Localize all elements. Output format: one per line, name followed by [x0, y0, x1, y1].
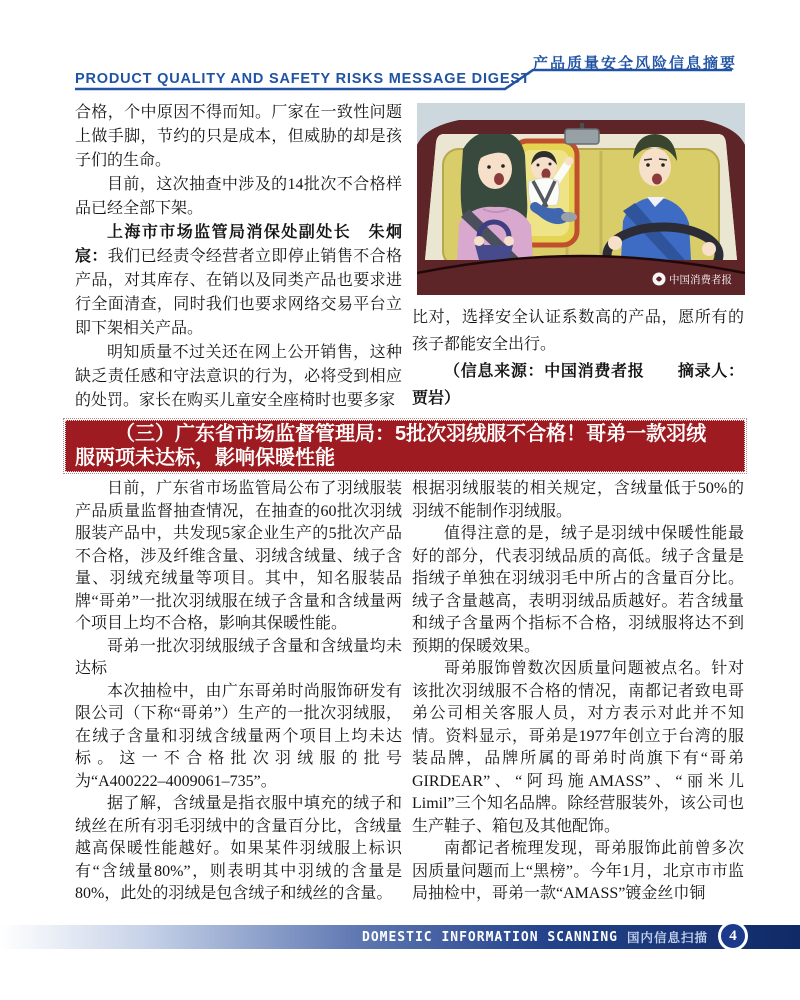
speaker-name: 上海市市场监管局消保处副处长 朱炯宸： — [75, 224, 402, 265]
paragraph: 明知质量不过关还在网上公开销售，这种缺乏责任感和守法意识的行为，必将受到相应的处罚。家长在购买儿童安全座椅时也要多家 — [75, 344, 402, 409]
footer-bar — [0, 925, 800, 949]
page-number: 4 — [729, 927, 737, 944]
paragraph: 南都记者梳理发现，哥弟服饰此前曾多次因质量问题而上“黑榜”。今年1月，北京市市监局抽检中，哥弟一款“AMASS”镀金丝巾铜 — [412, 840, 744, 902]
source-line: （信息来源：中国消费者报 摘录人：贾岩） — [412, 363, 744, 407]
paragraph: 目前，这次抽查中涉及的14批次不合格样品已经全部下架。 — [75, 176, 402, 217]
paragraph: 值得注意的是，绒子是羽绒中保暖性能最好的部分，代表羽绒品质的高低。绒子含量是指绒子单独在羽绒羽毛中所占的含量百分比。绒子含量越高，表明羽绒品质越好。若含绒量和绒子含量两个指标不合格，羽绒服将达不到预期的保暖效果。 — [412, 525, 744, 655]
sub-heading: 哥弟一批次羽绒服绒子含量和含绒量均未达标 — [75, 637, 402, 677]
paragraph: 比对，选择安全认证系数高的产品，愿所有的孩子都能安全出行。 — [412, 309, 744, 353]
section-banner — [65, 420, 745, 472]
section-banner-title: （三）广东省市场监督管理局：5批次羽绒服不合格！哥弟一款羽绒服两项未达标，影响保暖性能 — [75, 423, 707, 469]
seat-article-left-column — [75, 101, 402, 413]
paragraph: 哥弟服饰曾数次因质量问题被点名。针对该批次羽绒服不合格的情况，南都记者致电哥弟公司相关客服人员，对方表示对此并不知情。资料显示，哥弟是1977年创立于台湾的服装品牌，品牌所属的哥弟时尚旗下有“哥弟GIRDEAR”、“阿玛施AMASS”、“丽米儿Limil”三个知名品牌。除经营服装外，该公司也生产鞋子、箱包及其他配饰。 — [412, 660, 744, 835]
footer-label-cn: 国内信息扫描 — [626, 931, 708, 945]
paragraph: 日前，广东省市场监管局公布了羽绒服装产品质量监督抽查情况，在抽查的60批次羽绒服装产品中，共发现5家企业生产的5批次产品不合格，涉及纤维含量、羽绒含绒量、绒子含量、羽绒充绒量等项目。其中，知名服装品牌“哥弟”一批次羽绒服在绒子含量和含绒量两个项目上均不合格，影响其保暖性能。 — [75, 480, 402, 632]
seat-article-right-column — [412, 304, 744, 412]
section-banner-border — [65, 420, 745, 472]
image-watermark: 中国消费者报 — [669, 274, 732, 286]
paragraph: 合格，个中原因不得而知。厂家在一致性问题上做手脚，节约的只是成本，但威胁的却是孩子们的生命。 — [75, 104, 402, 169]
footer-labels — [362, 925, 708, 949]
paragraph-with-speaker: 上海市市场监管局消保处副处长 朱炯宸：我们已经责令经营者立即停止销售不合格产品，对其库存、在销以及同类产品也要求进行全面清查，同时我们也要求网络交易平台立即下架相关产品。 — [75, 224, 402, 337]
handbag — [475, 245, 513, 260]
paragraph: 根据羽绒服装的相关规定，含绒量低于50%的羽绒不能制作羽绒服。 — [412, 480, 744, 520]
header-title-en: PRODUCT QUALITY AND SAFETY RISKS MESSAGE DIGEST — [75, 71, 531, 87]
rearview-mirror — [565, 129, 599, 144]
mother-figure — [457, 131, 533, 260]
down-article-left-column — [75, 478, 402, 906]
down-article-right-column — [412, 478, 744, 906]
page-number-badge — [718, 921, 748, 951]
header-title-cn: 产品质量安全风险信息摘要 — [533, 55, 738, 72]
paragraph: 本次抽检中，由广东哥弟时尚服饰研发有限公司（下称“哥弟”）生产的一批次羽绒服，在绒子含量和羽绒含绒量两个项目上均未达标。这一不合格批次羽绒服的批号为“A400222–4009061–735”。 — [75, 682, 402, 790]
paragraph: 据了解，含绒量是指衣服中填充的绒子和绒丝在所有羽毛羽绒中的含量百分比，含绒量越高保暖性能越好。如果某件羽绒服上标识有“含绒量80%”，则表明其中羽绒的含量是80%，此处的羽绒是包含绒子和绒丝的含量。 — [75, 795, 402, 902]
footer-label-en: DOMESTIC INFORMATION SCANNING — [362, 929, 618, 945]
car-family-illustration — [417, 103, 745, 295]
